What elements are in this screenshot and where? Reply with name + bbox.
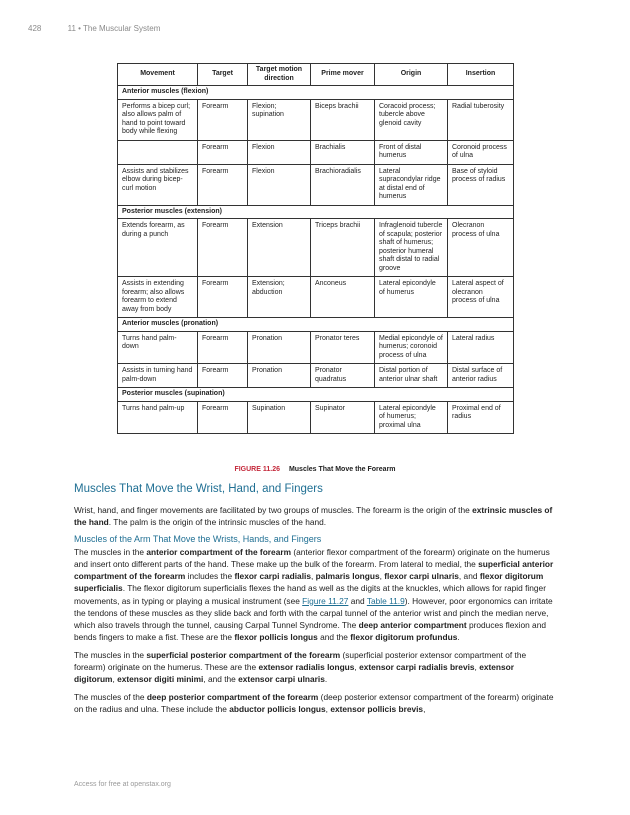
table-row: [118, 277, 514, 318]
table-cell: Radial tuberosity: [448, 99, 514, 140]
table-cell: Assists in extending forearm; also allows forearm to extend away from body: [118, 277, 198, 318]
table-section-row: [118, 318, 514, 332]
page-footer: Access for free at openstax.org: [74, 781, 171, 788]
text-run: includes the: [185, 571, 235, 582]
text-run: (deep posterior extensor compartment of the forearm) originate on the radius and ulna. These include the: [74, 692, 554, 715]
table-cell: Pronator quadratus: [311, 364, 375, 388]
figure-title: Muscles That Move the Forearm: [288, 466, 396, 473]
key-term: deep posterior compartment of the forearm: [146, 692, 319, 703]
text-run: ,: [379, 571, 385, 582]
section-title: Anterior muscles (flexion): [118, 86, 514, 100]
section-title: Posterior muscles (supination): [118, 388, 514, 402]
text-run: , and the: [203, 674, 239, 685]
column-header: Origin: [375, 64, 448, 86]
column-header: Target motion direction: [248, 64, 311, 86]
column-header: Target: [198, 64, 248, 86]
key-term: palmaris longus: [315, 571, 380, 582]
table-cell: Flexion: [248, 164, 311, 205]
key-term: extensor carpi radialis brevis: [359, 662, 475, 673]
key-term: flexor carpi ulnaris: [384, 571, 459, 582]
text-run: ,: [423, 704, 426, 715]
table-section-row: [118, 388, 514, 402]
key-term: extensor pollicis brevis: [330, 704, 424, 715]
page-number: 428: [28, 24, 42, 33]
table-cell: Forearm: [198, 401, 248, 434]
table-cell: Forearm: [198, 99, 248, 140]
text-run: The muscles in the: [74, 547, 147, 558]
table-cell: Infraglenoid tubercle of scapula; posterior shaft of humerus; posterior humeral shaft distal to radial groove: [375, 219, 448, 277]
text-run: and: [348, 595, 367, 606]
table-cell: Supinator: [311, 401, 375, 434]
section-title: Posterior muscles (extension): [118, 205, 514, 219]
table-row: [118, 364, 514, 388]
text-run: . The palm is the origin of the intrinsic muscles of the hand.: [108, 517, 327, 528]
key-term: extensor digitorum: [74, 662, 514, 685]
text-run: ,: [474, 662, 480, 673]
body-paragraph: [74, 546, 554, 643]
table-cell: Proximal end of radius: [448, 401, 514, 434]
figure-caption: [0, 466, 630, 473]
key-term: superficial anterior compartment of the forearm: [74, 559, 554, 582]
cross-reference-link[interactable]: Figure 11.27: [302, 595, 349, 606]
table-cell: Medial epicondyle of humerus; coronoid process of ulna: [375, 331, 448, 364]
key-term: extrinsic muscles of the hand: [74, 505, 553, 528]
text-run: ). However, poor ergonomics can irritate the tendons of these muscles as they slide back and forth with the carpal tunnel of the anterior wrist and pinch the median nerve, which also travels through the tunnel, causing Carpal Tunnel Syndrome. The: [74, 595, 553, 630]
text-run: The muscles of the: [74, 692, 147, 703]
table-cell: Distal portion of anterior ulnar shaft: [375, 364, 448, 388]
table-cell: Flexion: [248, 140, 311, 164]
table-cell: Coracoid process; tubercle above glenoid cavity: [375, 99, 448, 140]
section-title: Anterior muscles (pronation): [118, 318, 514, 332]
table-row: [118, 164, 514, 205]
text-run: .: [324, 674, 328, 685]
key-term: flexor digitorum profundus: [350, 631, 458, 642]
text-run: ,: [112, 674, 118, 685]
table-cell: Forearm: [198, 140, 248, 164]
cross-reference-link[interactable]: Table 11.9: [366, 595, 405, 606]
table-cell: Assists and stabilizes elbow during bicep-curl motion: [118, 164, 198, 205]
key-term: extensor radialis longus: [258, 662, 355, 673]
key-term: deep anterior compartment: [358, 619, 467, 630]
body-paragraph: [74, 691, 554, 715]
table-cell: Triceps brachii: [311, 219, 375, 277]
table-cell: Brachioradialis: [311, 164, 375, 205]
body-paragraph: [74, 649, 554, 685]
muscle-table: [117, 63, 514, 434]
text-run: (superficial posterior extensor compartment of the forearm) originate on the humerus. These are the: [74, 649, 527, 673]
table-cell: Lateral supracondylar ridge at distal end of humerus: [375, 164, 448, 205]
table-cell: Pronator teres: [311, 331, 375, 364]
text-run: ,: [325, 704, 331, 715]
table-cell: Forearm: [198, 364, 248, 388]
key-term: anterior compartment of the forearm: [146, 547, 291, 558]
chapter-title: 11 • The Muscular System: [67, 24, 161, 33]
text-run: The muscles in the: [74, 649, 147, 660]
key-term: superficial posterior compartment of the forearm: [146, 649, 341, 660]
table-header-row: [118, 64, 514, 86]
table-cell: Turns hand palm-down: [118, 331, 198, 364]
table-row: [118, 331, 514, 364]
text-run: produces flexion and bends fingers to make a fist. These are the: [74, 619, 546, 642]
text-run: Wrist, hand, and finger movements are facilitated by two groups of muscles. The forearm is the origin of the: [74, 505, 473, 515]
table-cell: Lateral epicondyle of humerus: [375, 277, 448, 318]
table-body: [118, 86, 514, 434]
table-cell: Brachialis: [311, 140, 375, 164]
text-run: ,: [310, 571, 316, 582]
text-run: ,: [354, 662, 360, 673]
table-cell: Olecranon process of ulna: [448, 219, 514, 277]
table-cell: Coronoid process of ulna: [448, 140, 514, 164]
table-cell: Anconeus: [311, 277, 375, 318]
table-cell: Flexion; supination: [248, 99, 311, 140]
table-cell: [118, 140, 198, 164]
table-cell: Supination: [248, 401, 311, 434]
table-cell: Extends forearm, as during a punch: [118, 219, 198, 277]
column-header: Insertion: [448, 64, 514, 86]
table-cell: Forearm: [198, 277, 248, 318]
table-cell: Lateral epicondyle of humerus; proximal ulna: [375, 401, 448, 434]
key-term: extensor digiti minimi: [117, 674, 204, 685]
table-cell: Base of styloid process of radius: [448, 164, 514, 205]
figure-number: FIGURE 11.26: [234, 466, 280, 473]
key-term: flexor digitorum superficialis: [74, 571, 544, 594]
table-cell: Turns hand palm-up: [118, 401, 198, 434]
text-run: . The flexor digitorum superficialis flexes the hand as well as the digits at the knuckles, which allows for rapid finger movements, as in typing or playing a musical instrument (see: [74, 583, 546, 606]
table-cell: Forearm: [198, 164, 248, 205]
column-header: Prime mover: [311, 64, 375, 86]
table-cell: Forearm: [198, 331, 248, 364]
column-header: Movement: [118, 64, 198, 86]
table-cell: Performs a bicep curl; also allows palm of hand to point toward body while flexing: [118, 99, 198, 140]
page-header: [28, 24, 160, 33]
table-section-row: [118, 86, 514, 100]
table-cell: Pronation: [248, 364, 311, 388]
table-cell: Lateral aspect of olecranon process of ulna: [448, 277, 514, 318]
intro-paragraph: [74, 504, 554, 528]
key-term: abductor pollicis longus: [229, 704, 326, 715]
text-run: , and: [458, 571, 480, 582]
table-row: [118, 219, 514, 277]
subsection-heading: Muscles of the Arm That Move the Wrists, Hands, and Fingers: [74, 534, 322, 545]
section-heading: Muscles That Move the Wrist, Hand, and Fingers: [74, 483, 323, 495]
text-run: .: [457, 631, 460, 642]
table-row: [118, 401, 514, 434]
key-term: flexor pollicis longus: [234, 631, 318, 642]
table-cell: Assists in turning hand palm-down: [118, 364, 198, 388]
key-term: extensor carpi ulnaris: [238, 674, 325, 685]
table-cell: Distal surface of anterior radius: [448, 364, 514, 388]
table-section-row: [118, 205, 514, 219]
table-cell: Lateral radius: [448, 331, 514, 364]
table-cell: Biceps brachii: [311, 99, 375, 140]
table-cell: Front of distal humerus: [375, 140, 448, 164]
table-cell: Forearm: [198, 219, 248, 277]
key-term: flexor carpi radialis: [234, 571, 311, 582]
table-row: [118, 99, 514, 140]
table-cell: Extension: [248, 219, 311, 277]
text-run: and the: [317, 631, 351, 642]
table-row: [118, 140, 514, 164]
body-content: [74, 483, 554, 721]
text-run: (anterior flexor compartment of the forearm) originate on the humerus and insert onto different parts of the hand. These make up the bulk of the forearm. From lateral to medial, the: [74, 547, 550, 570]
table-cell: Pronation: [248, 331, 311, 364]
table-cell: Extension; abduction: [248, 277, 311, 318]
